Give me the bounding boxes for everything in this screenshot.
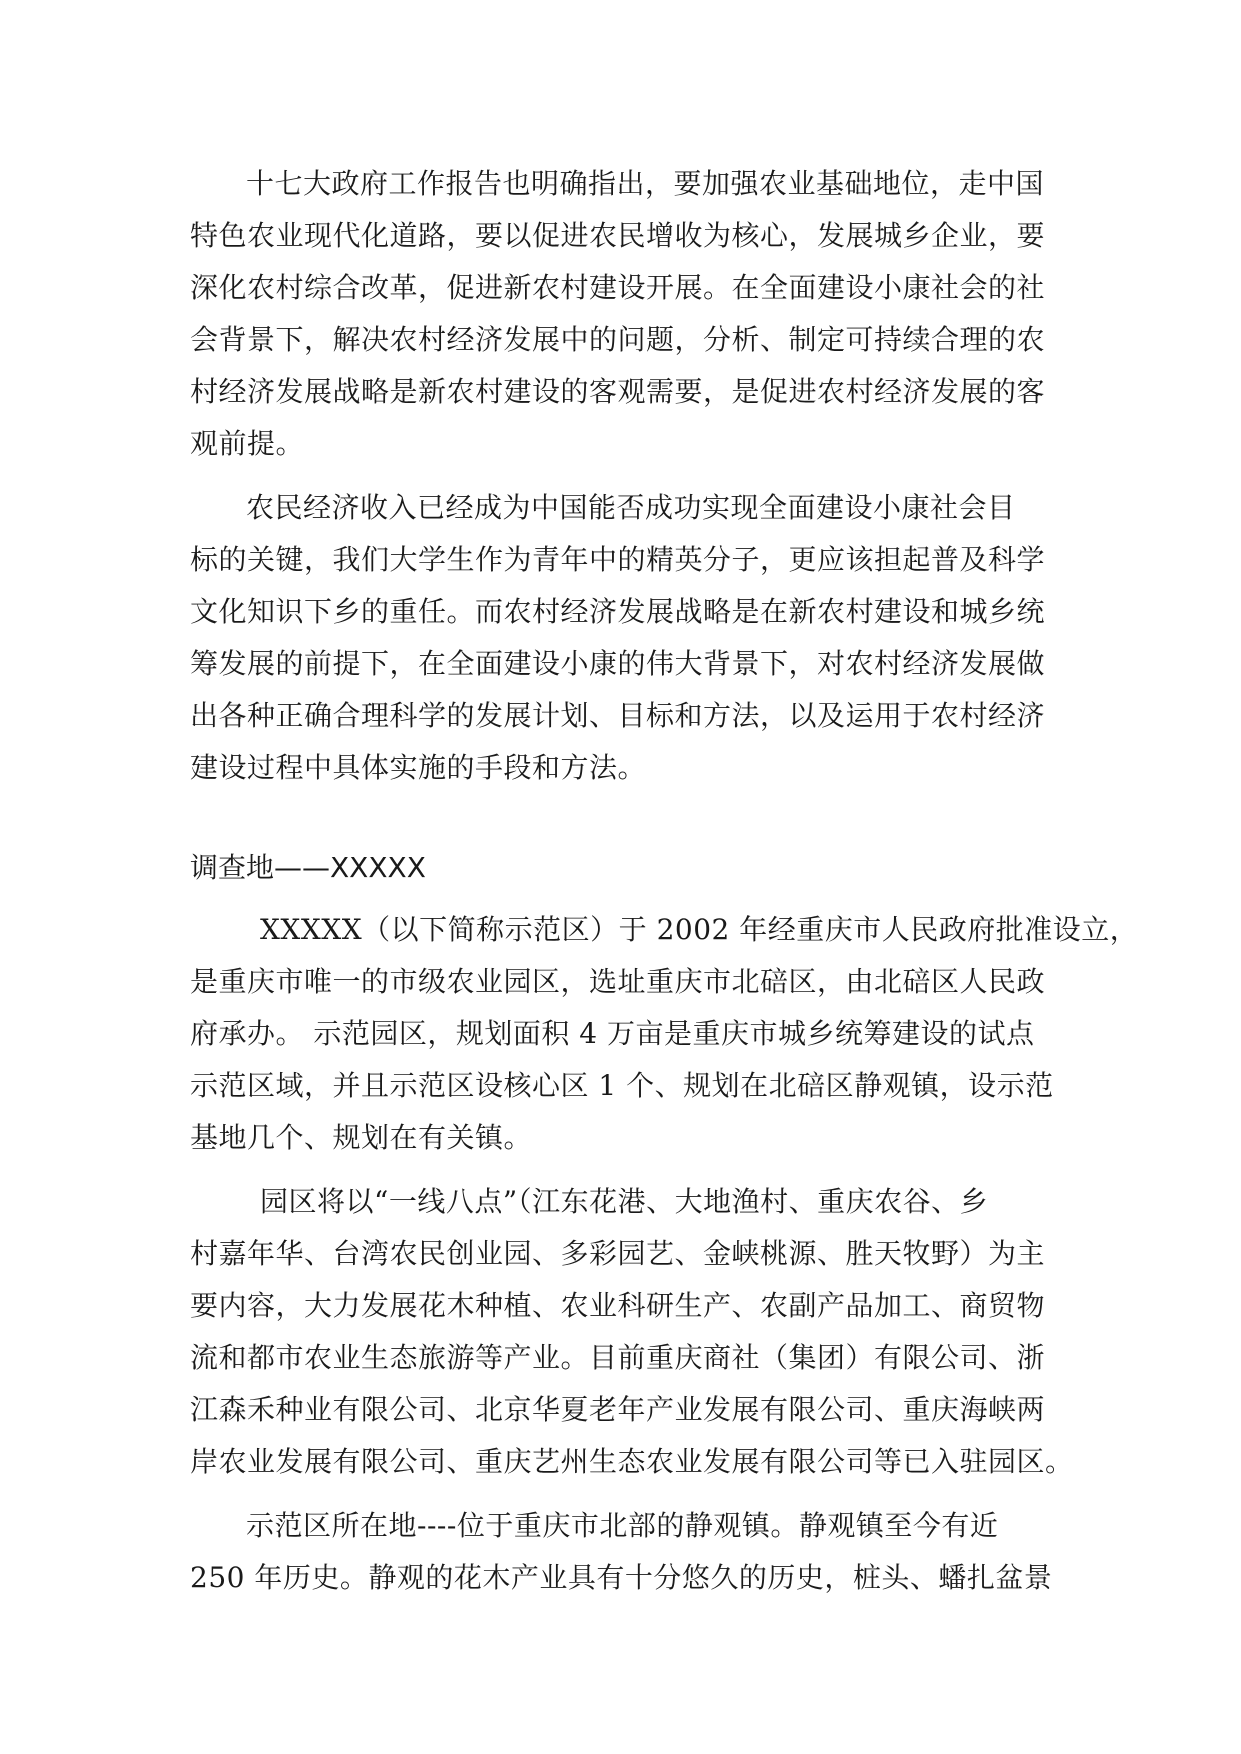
text-line: 筹发展的前提下，在全面建设小康的伟大背景下，对农村经济发展做 (190, 647, 1046, 680)
text-line: 出各种正确合理科学的发展计划、目标和方法，以及运用于农村经济 (190, 699, 1046, 732)
text-line: 会背景下，解决农村经济发展中的问题，分析、制定可持续合理的农 (190, 323, 1046, 356)
text-line: 基地几个、规划在有关镇。 (190, 1121, 533, 1154)
text-line: 观前提。 (190, 427, 305, 460)
section-spacer (190, 794, 1090, 828)
text-line: 府承办。 示范园区，规划面积 4 万亩是重庆市城乡统筹建设的试点 (190, 1017, 1035, 1050)
document-body (190, 158, 1139, 1604)
text-line: 流和都市农业生态旅游等产业。目前重庆商社（集团）有限公司、浙 (190, 1341, 1046, 1374)
text-line: 建设过程中具体实施的手段和方法。 (190, 751, 647, 784)
text-line: 特色农业现代化道路，要以促进农民增收为核心，发展城乡企业，要 (190, 219, 1046, 252)
text-line: 村经济发展战略是新农村建设的客观需要，是促进农村经济发展的客 (190, 375, 1046, 408)
text-line: 园区将以“一线八点”（江东花港、大地渔村、重庆农谷、乡 (260, 1185, 989, 1218)
text-line: 深化农村综合改革，促进新农村建设开展。在全面建设小康社会的社 (190, 271, 1046, 304)
text-line: 岸农业发展有限公司、重庆艺州生态农业发展有限公司等已入驻园区。 (190, 1445, 1074, 1478)
text-line: 示范区所在地----位于重庆市北部的静观镇。静观镇至今有近 (246, 1509, 999, 1542)
paragraph-policy-background (190, 158, 1090, 470)
paragraph-demo-zone (190, 904, 1139, 1164)
text-line: 是重庆市唯一的市级农业园区，选址重庆市北碚区，由北碚区人民政 (190, 965, 1046, 998)
text-line: 标的关键，我们大学生作为青年中的精英分子，更应该担起普及科学 (190, 543, 1046, 576)
text-line: 250 年历史。静观的花木产业具有十分悠久的历史，桩头、蟠扎盆景 (190, 1561, 1053, 1594)
text-line: 示范区域，并且示范区设核心区 1 个、规划在北碚区静观镇，设示范 (190, 1069, 1054, 1102)
text-line: 文化知识下乡的重任。而农村经济发展战略是在新农村建设和城乡统 (190, 595, 1046, 628)
text-line: 村嘉年华、台湾农民创业园、多彩园艺、金峡桃源、胜天牧野）为主 (190, 1237, 1046, 1270)
text-line: 农民经济收入已经成为中国能否成功实现全面建设小康社会目 (246, 491, 1016, 524)
section-heading: 调查地——XXXXX (190, 851, 426, 884)
text-line: XXXXX（以下简称示范区）于 2002 年经重庆市人民政府批准设立， (260, 913, 1139, 946)
paragraph-location (190, 1500, 1090, 1604)
paragraph-park-plan (190, 1176, 1090, 1488)
text-line: 十七大政府工作报告也明确指出，要加强农业基础地位，走中国 (246, 167, 1045, 200)
paragraph-farmer-income (190, 482, 1090, 794)
text-line: 江森禾种业有限公司、北京华夏老年产业发展有限公司、重庆海峡两 (190, 1393, 1046, 1426)
text-line: 要内容，大力发展花木种植、农业科研生产、农副产品加工、商贸物 (190, 1289, 1046, 1322)
